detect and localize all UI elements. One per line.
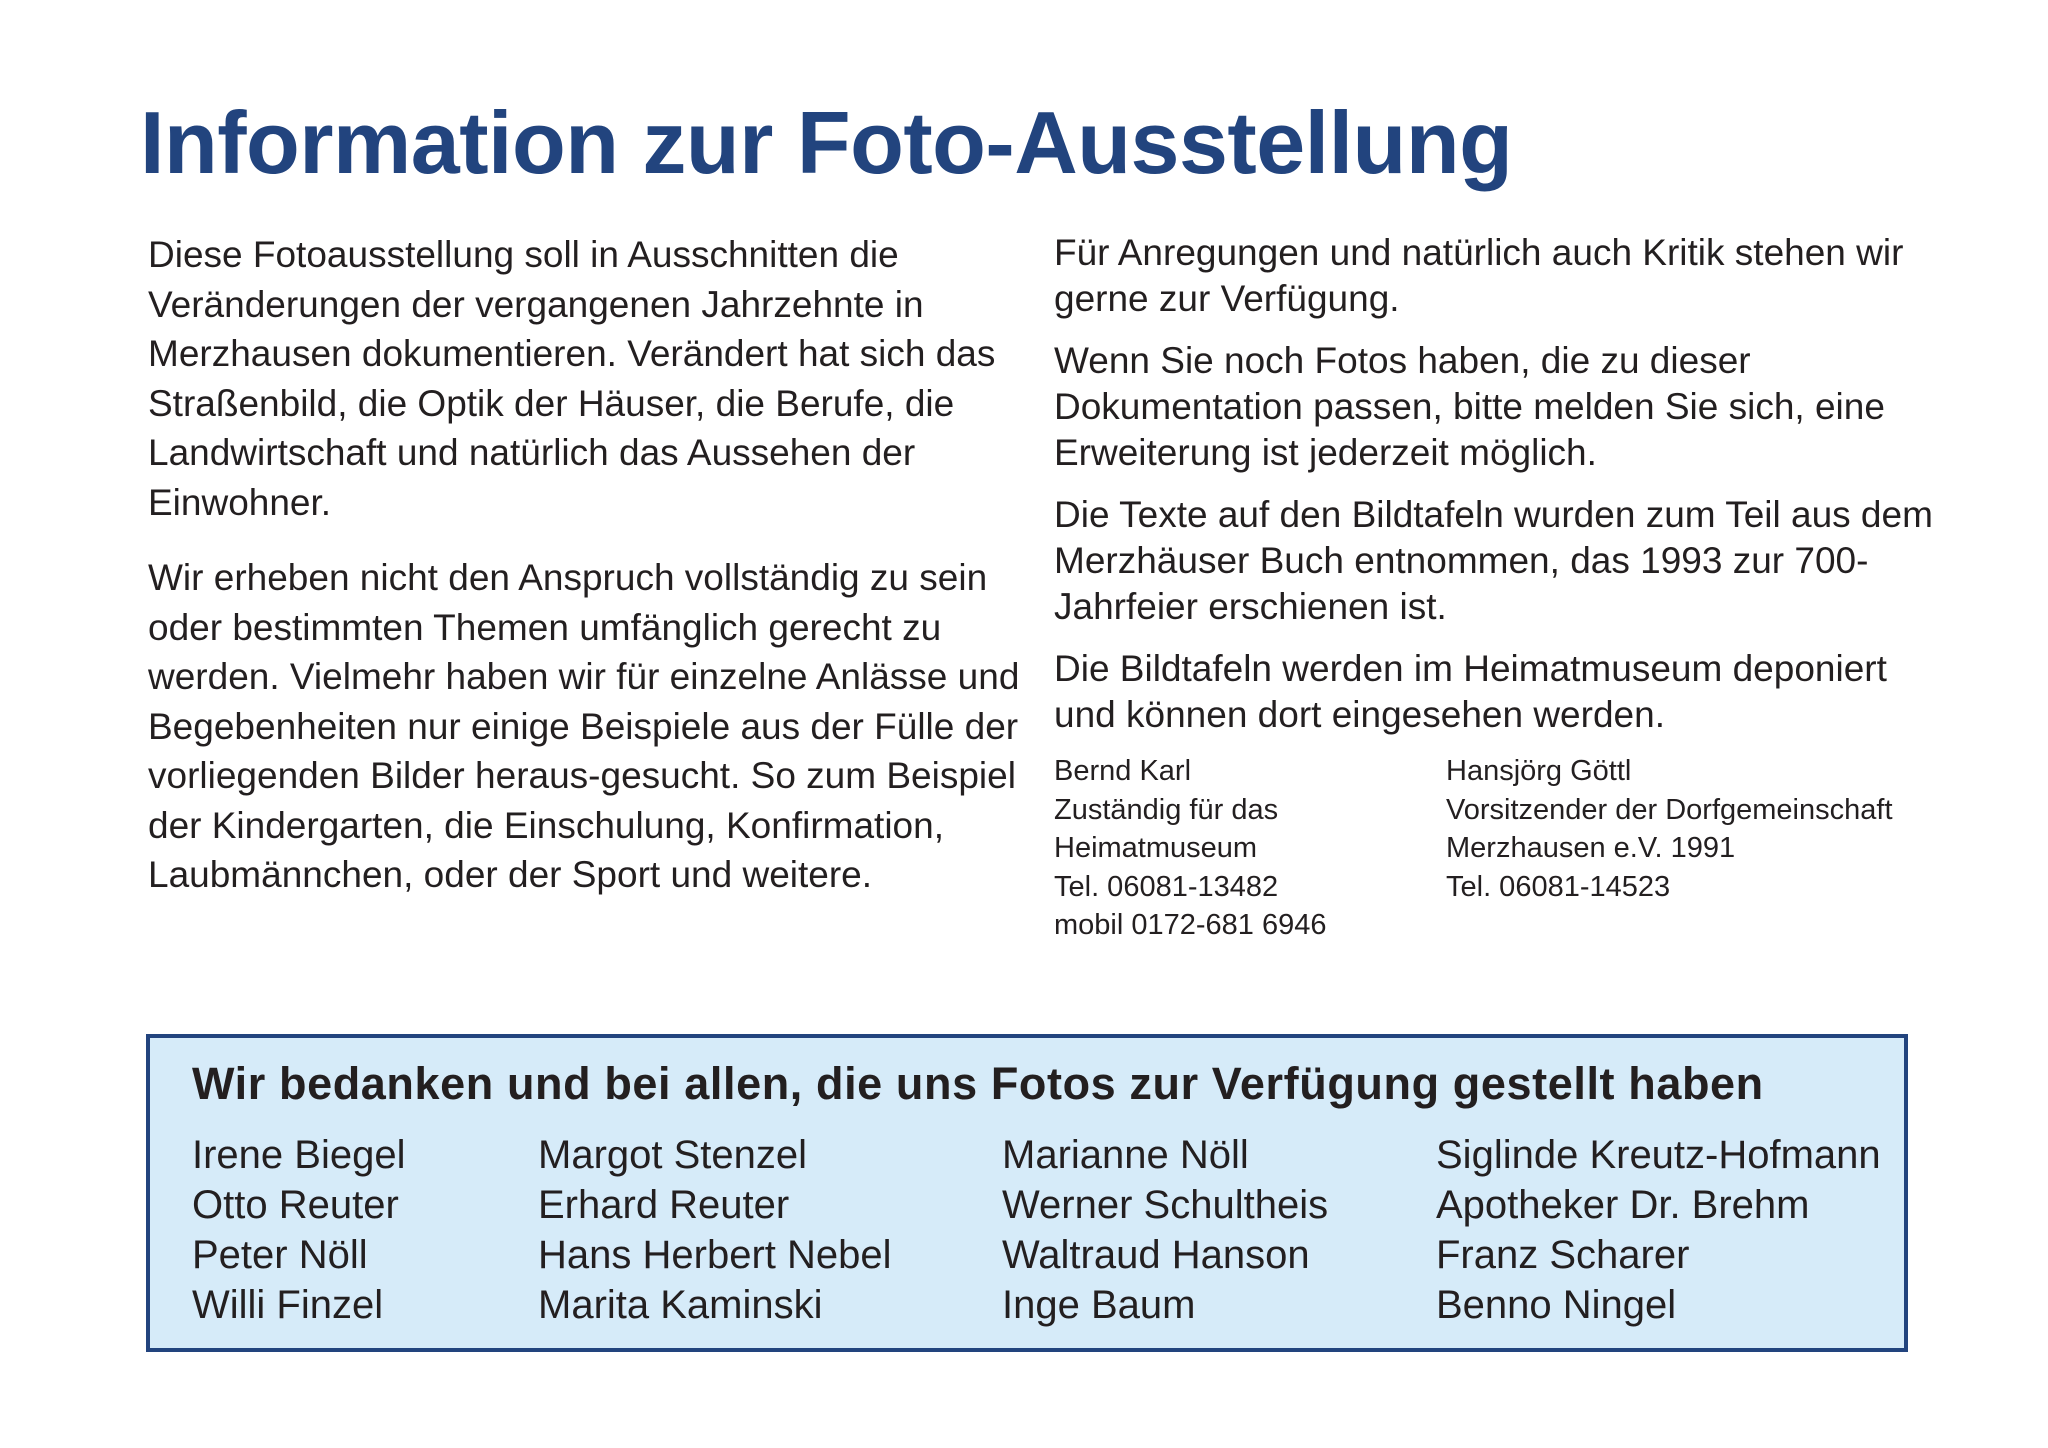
contributor-name: Apotheker Dr. Brehm (1436, 1183, 1810, 1227)
signature-mobile: mobil 0172-681 6946 (1054, 909, 1327, 941)
signature-name: Bernd Karl (1054, 755, 1192, 787)
thanks-box (146, 1034, 1908, 1352)
contributor-name: Benno Ningel (1436, 1283, 1677, 1327)
contributor-name: Erhard Reuter (538, 1183, 790, 1227)
paragraph: Wenn Sie noch Fotos haben, die zu dieser Dokumentation passen, bitte melden Sie sich, eine Erweiterung ist jederzeit möglich. (1054, 340, 1885, 473)
contributor-name: Otto Reuter (192, 1183, 399, 1227)
signature-phone: Tel. 06081-14523 (1446, 870, 1671, 903)
paragraph: Für Anregungen und natürlich auch Kritik stehen wir gerne zur Verfügung. (1054, 232, 1904, 319)
signature-hansjoerg-goettl (1446, 752, 1893, 906)
contributor-name: Marianne Nöll (1002, 1133, 1249, 1177)
name-column (1436, 1130, 1881, 1330)
thanks-heading: Wir bedanken und bei allen, die uns Fotos zur Verfügung gestellt haben (192, 1058, 1764, 1109)
signature-role: Heimatmuseum (1054, 832, 1258, 864)
signature-name: Hansjörg Göttl (1446, 755, 1632, 787)
contributor-name: Peter Nöll (192, 1233, 368, 1277)
contributor-name: Werner Schultheis (1002, 1183, 1329, 1227)
signature-role: Vorsitzender der Dorfgemeinschaft (1446, 793, 1893, 826)
contributor-name: Margot Stenzel (538, 1133, 808, 1177)
left-text-column (148, 230, 1028, 926)
name-column (192, 1130, 405, 1330)
signature-bernd-karl (1054, 752, 1326, 945)
contributor-name: Franz Scharer (1436, 1233, 1690, 1277)
paragraph: Wir erheben nicht den Anspruch vollständig zu sein oder bestimmten Themen umfänglich gerecht zu werden. Vielmehr haben wir für einzelne Anlässe und Begebenheiten nur einige Beispiele aus der Fülle der vorliegenden Bilder heraus-gesucht. So zum Beispiel der Kindergarten, die Einschulung, Konfirmation, Laubmännchen, oder der Sport und weitere. (148, 557, 1020, 895)
contributor-name: Siglinde Kreutz-Hofmann (1436, 1133, 1881, 1177)
page-title: Information zur Foto-Ausstellung (140, 93, 1513, 192)
paragraph: Die Texte auf den Bildtafeln wurden zum Teil aus dem Merzhäuser Buch entnommen, das 1993 zur 700-Jahrfeier erschienen ist. (1054, 494, 1933, 627)
contributor-name: Marita Kaminski (538, 1283, 823, 1327)
contributor-name: Irene Biegel (192, 1133, 406, 1177)
contributor-name: Willi Finzel (192, 1283, 384, 1327)
name-column (538, 1130, 892, 1330)
signature-role: Merzhausen e.V. 1991 (1446, 832, 1736, 864)
name-column (1002, 1130, 1328, 1330)
paragraph: Die Bildtafeln werden im Heimatmuseum deponiert und können dort eingesehen werden. (1054, 648, 1887, 735)
contributor-name: Waltraud Hanson (1002, 1233, 1310, 1277)
paragraph: Diese Fotoausstellung soll in Ausschnitten die Veränderungen der vergangenen Jahrzehnte in Merzhausen dokumentieren. Verändert hat sich das Straßenbild, die Optik der Häuser, die Berufe, die Landwirtschaft und natürlich das Aussehen der Einwohner. (148, 234, 996, 523)
contributor-name: Hans Herbert Nebel (538, 1233, 892, 1277)
signature-phone: Tel. 06081-13482 (1054, 870, 1279, 903)
signature-role: Zuständig für das (1054, 793, 1279, 826)
contributor-name: Inge Baum (1002, 1283, 1196, 1327)
right-text-column (1054, 230, 1954, 754)
